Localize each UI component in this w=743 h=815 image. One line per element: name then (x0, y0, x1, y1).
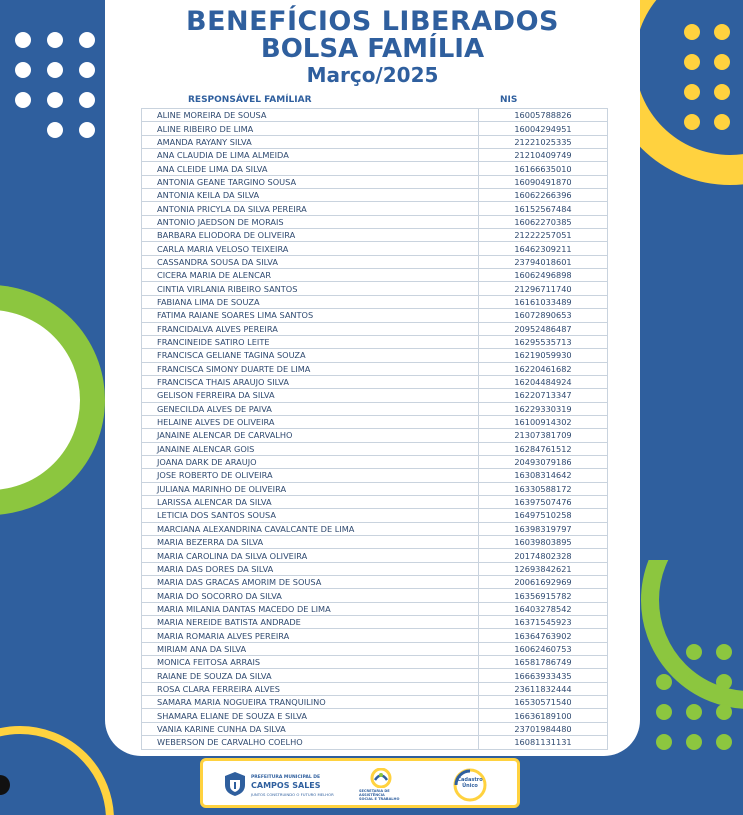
beneficiary-nis: 16220713347 (479, 389, 608, 402)
table-row (142, 149, 608, 162)
table-row (142, 562, 608, 575)
beneficiary-name: MARIA CAROLINA DA SILVA OLIVEIRA (142, 549, 479, 562)
table-row (142, 709, 608, 722)
beneficiary-nis: 16039803895 (479, 536, 608, 549)
beneficiary-name: LARISSA ALENCAR DA SILVA (142, 495, 479, 508)
beneficiary-name: ROSA CLARA FERREIRA ALVES (142, 682, 479, 695)
table-row (142, 202, 608, 215)
yellow-dots-pattern (680, 20, 743, 140)
beneficiary-nis: 16581786749 (479, 656, 608, 669)
beneficiary-nis: 23611832444 (479, 682, 608, 695)
table-row (142, 642, 608, 655)
table-header (143, 94, 613, 108)
table-row (142, 522, 608, 535)
beneficiary-nis: 16356915782 (479, 589, 608, 602)
beneficiary-name: JOANA DARK DE ARAUJO (142, 455, 479, 468)
table-row (142, 415, 608, 428)
beneficiary-name: ANTONIA PRICYLA DA SILVA PEREIRA (142, 202, 479, 215)
table-row (142, 722, 608, 735)
column-header-nis: NIS (500, 95, 518, 105)
beneficiary-nis: 20174802328 (479, 549, 608, 562)
white-dots-pattern (10, 30, 100, 140)
logo1-line3: JUNTOS CONSTRUINDO O FUTURO MELHOR (251, 792, 334, 797)
beneficiary-nis: 16663933435 (479, 669, 608, 682)
beneficiary-name: GENECILDA ALVES DE PAIVA (142, 402, 479, 415)
table-row (142, 455, 608, 468)
logo3-line1: Cadastro (457, 777, 483, 783)
beneficiary-nis: 20952486487 (479, 322, 608, 335)
beneficiary-nis: 16100914302 (479, 415, 608, 428)
title-benefits: BENEFÍCIOS LIBERADOS (186, 6, 559, 37)
green-dots-pattern (652, 640, 743, 760)
beneficiary-nis: 21210409749 (479, 149, 608, 162)
table-row (142, 616, 608, 629)
beneficiary-nis: 21296711740 (479, 282, 608, 295)
table-row (142, 549, 608, 562)
logo2-line1: SECRETARIA DE (359, 789, 390, 793)
beneficiary-name: FRANCINEIDE SATIRO LEITE (142, 335, 479, 348)
beneficiary-nis: 16397507476 (479, 495, 608, 508)
beneficiary-nis: 12693842621 (479, 562, 608, 575)
beneficiary-name: FRANCISCA SIMONY DUARTE DE LIMA (142, 362, 479, 375)
beneficiary-name: WEBERSON DE CARVALHO COELHO (142, 736, 479, 749)
table-row (142, 135, 608, 148)
table-row (142, 402, 608, 415)
beneficiary-nis: 16004294951 (479, 122, 608, 135)
beneficiary-name: MARIA DO SOCORRO DA SILVA (142, 589, 479, 602)
beneficiary-name: ALINE RIBEIRO DE LIMA (142, 122, 479, 135)
scroll-circle-icon (0, 770, 12, 800)
beneficiary-name: VANIA KARINE CUNHA DA SILVA (142, 722, 479, 735)
beneficiary-name: CARLA MARIA VELOSO TEIXEIRA (142, 242, 479, 255)
beneficiary-name: ANTONIA KEILA DA SILVA (142, 189, 479, 202)
beneficiary-name: SHAMARA ELIANE DE SOUZA E SILVA (142, 709, 479, 722)
beneficiary-name: MONICA FEITOSA ARRAIS (142, 656, 479, 669)
beneficiary-nis: 16636189100 (479, 709, 608, 722)
table-row (142, 362, 608, 375)
table-row (142, 122, 608, 135)
beneficiary-nis: 16530571540 (479, 696, 608, 709)
beneficiary-nis: 16062270385 (479, 215, 608, 228)
table-row (142, 602, 608, 615)
beneficiary-nis: 23794018601 (479, 255, 608, 268)
beneficiary-nis: 16062266396 (479, 189, 608, 202)
beneficiary-nis: 16166635010 (479, 162, 608, 175)
beneficiary-name: RAIANE DE SOUZA DA SILVA (142, 669, 479, 682)
beneficiary-nis: 16295535713 (479, 335, 608, 348)
beneficiary-nis: 16229330319 (479, 402, 608, 415)
beneficiary-name: ANA CLAUDIA DE LIMA ALMEIDA (142, 149, 479, 162)
table-row (142, 442, 608, 455)
table-row (142, 482, 608, 495)
table-row (142, 335, 608, 348)
beneficiary-nis: 16497510258 (479, 509, 608, 522)
beneficiary-nis: 16062460753 (479, 642, 608, 655)
table-row (142, 175, 608, 188)
beneficiary-nis: 16090491870 (479, 175, 608, 188)
table-row (142, 736, 608, 749)
beneficiary-nis: 16371545923 (479, 616, 608, 629)
beneficiary-name: ALINE MOREIRA DE SOUSA (142, 109, 479, 122)
beneficiaries-table (141, 108, 608, 750)
beneficiary-name: FRANCIDALVA ALVES PEREIRA (142, 322, 479, 335)
beneficiary-name: MARIA DAS DORES DA SILVA (142, 562, 479, 575)
logo2-line2: ASSISTÊNCIA (359, 793, 385, 797)
beneficiary-nis: 16403278542 (479, 602, 608, 615)
beneficiary-name: JOSE ROBERTO DE OLIVEIRA (142, 469, 479, 482)
beneficiary-nis: 21222257051 (479, 229, 608, 242)
table-row (142, 656, 608, 669)
beneficiary-nis: 16219059930 (479, 349, 608, 362)
beneficiary-nis: 16330588172 (479, 482, 608, 495)
campos-sales-crest-icon (223, 771, 247, 797)
beneficiary-name: SAMARA MARIA NOGUEIRA TRANQUILINO (142, 696, 479, 709)
table-row (142, 242, 608, 255)
beneficiary-nis: 16072890653 (479, 309, 608, 322)
column-header-name: RESPONSÁVEL FAMÍLIAR (188, 95, 312, 105)
beneficiary-nis: 16161033489 (479, 295, 608, 308)
beneficiary-name: ANTONIA GEANE TARGINO SOUSA (142, 175, 479, 188)
green-arc-shape (0, 270, 110, 530)
beneficiary-nis: 16152567484 (479, 202, 608, 215)
beneficiary-nis: 16364763902 (479, 629, 608, 642)
table-row (142, 696, 608, 709)
beneficiary-name: CINTIA VIRLANIA RIBEIRO SANTOS (142, 282, 479, 295)
beneficiary-name: AMANDA RAYANY SILVA (142, 135, 479, 148)
beneficiary-nis: 16220461682 (479, 362, 608, 375)
table-row (142, 589, 608, 602)
table-row (142, 282, 608, 295)
table-row (142, 536, 608, 549)
beneficiary-name: CICERA MARIA DE ALENCAR (142, 269, 479, 282)
beneficiary-nis: 16398319797 (479, 522, 608, 535)
table-row (142, 255, 608, 268)
table-row (142, 215, 608, 228)
beneficiary-nis: 20061692969 (479, 576, 608, 589)
logo3-line2: Único (462, 783, 478, 789)
table-row (142, 109, 608, 122)
table-row (142, 576, 608, 589)
beneficiary-nis: 21307381709 (479, 429, 608, 442)
logo1-line2: CAMPOS SALES (251, 781, 321, 790)
table-row (142, 322, 608, 335)
beneficiary-name: CASSANDRA SOUSA DA SILVA (142, 255, 479, 268)
beneficiary-nis: 21221025335 (479, 135, 608, 148)
beneficiary-name: ANTONIO JAEDSON DE MORAIS (142, 215, 479, 228)
table-row (142, 495, 608, 508)
beneficiary-name: JANAINE ALENCAR GOIS (142, 442, 479, 455)
table-row (142, 375, 608, 388)
table-row (142, 682, 608, 695)
beneficiary-nis: 16462309211 (479, 242, 608, 255)
beneficiary-nis: 16284761512 (479, 442, 608, 455)
table-row (142, 669, 608, 682)
table-row (142, 162, 608, 175)
beneficiary-name: MARCIANA ALEXANDRINA CAVALCANTE DE LIMA (142, 522, 479, 535)
footer-logos (200, 758, 520, 808)
content-card (105, 0, 640, 756)
table-row (142, 349, 608, 362)
beneficiary-name: HELAINE ALVES DE OLIVEIRA (142, 415, 479, 428)
beneficiary-nis: 23701984480 (479, 722, 608, 735)
beneficiary-nis: 16204484924 (479, 375, 608, 388)
beneficiary-name: BARBARA ELIODORA DE OLIVEIRA (142, 229, 479, 242)
social-assistance-logo-icon (370, 768, 392, 788)
beneficiary-name: FATIMA RAIANE SOARES LIMA SANTOS (142, 309, 479, 322)
table-row (142, 269, 608, 282)
beneficiary-nis: 16081131131 (479, 736, 608, 749)
beneficiary-name: MARIA MILANIA DANTAS MACEDO DE LIMA (142, 602, 479, 615)
beneficiary-nis: 16005788826 (479, 109, 608, 122)
table-row (142, 189, 608, 202)
logo1-line1: PREFEITURA MUNICIPAL DE (251, 775, 321, 780)
beneficiary-name: FRANCISCA GELIANE TAGINA SOUZA (142, 349, 479, 362)
beneficiary-name: MARIA DAS GRACAS AMORIM DE SOUSA (142, 576, 479, 589)
beneficiary-name: MARIA BEZERRA DA SILVA (142, 536, 479, 549)
table-row (142, 469, 608, 482)
table-row (142, 629, 608, 642)
table-row (142, 389, 608, 402)
table-row (142, 229, 608, 242)
yellow-arc-shape-2 (0, 640, 120, 815)
beneficiary-name: MARIA NEREIDE BATISTA ANDRADE (142, 616, 479, 629)
beneficiary-name: JULIANA MARINHO DE OLIVEIRA (142, 482, 479, 495)
beneficiary-nis: 20493079186 (479, 455, 608, 468)
beneficiary-nis: 16062496898 (479, 269, 608, 282)
table-row (142, 429, 608, 442)
beneficiary-nis: 16308314642 (479, 469, 608, 482)
beneficiary-name: JANAINE ALENCAR DE CARVALHO (142, 429, 479, 442)
beneficiary-name: LETICIA DOS SANTOS SOUSA (142, 509, 479, 522)
logo2-line3: SOCIAL E TRABALHO (359, 797, 400, 801)
table-row (142, 295, 608, 308)
beneficiary-name: ANA CLEIDE LIMA DA SILVA (142, 162, 479, 175)
beneficiary-name: MARIA ROMARIA ALVES PEREIRA (142, 629, 479, 642)
table-row (142, 509, 608, 522)
title-program: BOLSA FAMÍLIA (260, 34, 485, 64)
title-month: Março/2025 (306, 63, 439, 87)
beneficiary-name: FRANCISCA THAIS ARAUJO SILVA (142, 375, 479, 388)
beneficiary-name: MIRIAM ANA DA SILVA (142, 642, 479, 655)
beneficiary-name: FABIANA LIMA DE SOUZA (142, 295, 479, 308)
beneficiary-name: GELISON FERREIRA DA SILVA (142, 389, 479, 402)
table-row (142, 309, 608, 322)
